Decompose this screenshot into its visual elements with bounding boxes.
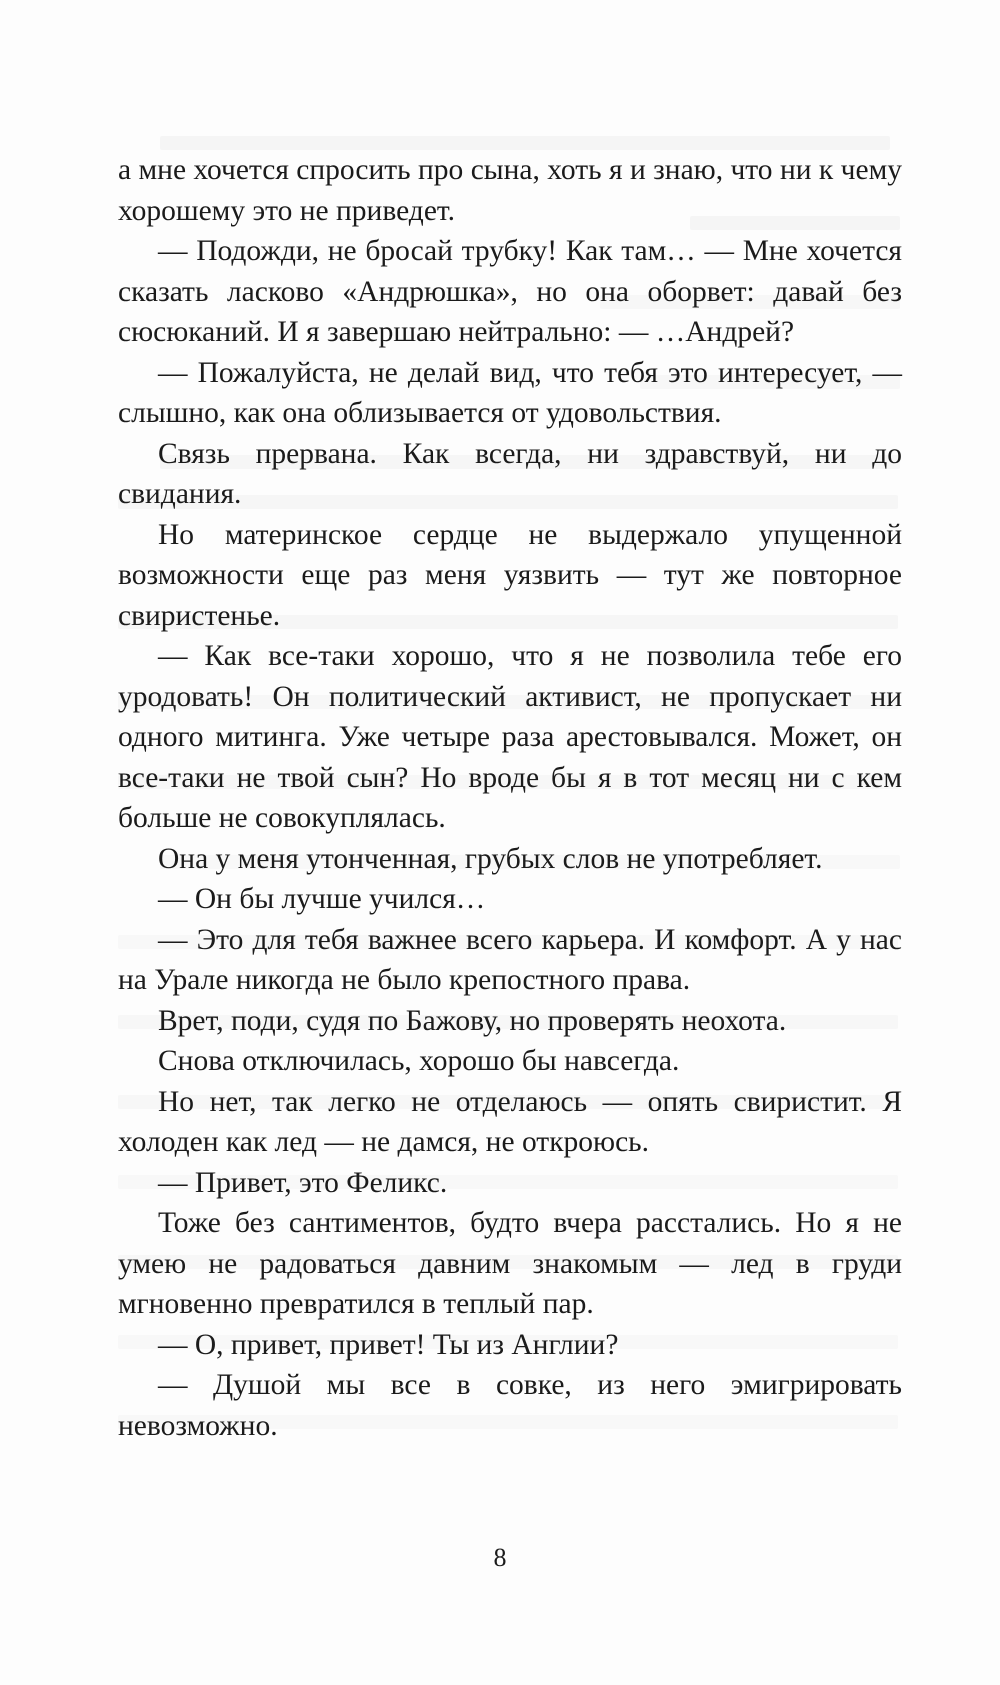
paragraph: Она у меня утонченная, грубых слов не употребляет. <box>158 842 823 875</box>
paragraph: Снова отключилась, хорошо бы навсегда. <box>158 1045 680 1077</box>
paragraph: Связь прервана. Как всегда, ни здравствуй, ни до свидания. <box>118 437 902 510</box>
paragraph: Тоже без сантиментов, будто вчера расстались. Но я не умею не радоваться давним знакомым — лед в груди мгновенно превратился в теплый пар. <box>118 1207 902 1320</box>
paragraph: — Пожалуйста, не делай вид, что тебя это интересует, — слышно, как она облизывается от удовольствия. <box>118 356 902 429</box>
paragraph: Врет, поди, судя по Бажову, но проверять неохота. <box>158 1004 787 1037</box>
paragraph: а мне хочется спросить про сына, хоть я и знаю, что ни к чему хорошему это не приведет. <box>118 154 902 227</box>
paragraph: Но нет, так легко не отделаюсь — опять свиристит. Я холоден как лед — не дамся, не откроюсь. <box>118 1085 902 1158</box>
body-text <box>118 150 902 1446</box>
paragraph: — Это для тебя важнее всего карьера. И комфорт. А у нас на Урале никогда не было крепостного права. <box>118 923 902 996</box>
paragraph: — Он бы лучше учился… <box>158 883 486 915</box>
paragraph: — Душой мы все в совке, из него эмигрировать невозможно. <box>118 1369 902 1442</box>
page-number: 8 <box>493 1543 507 1572</box>
paragraph: — Подожди, не бросай трубку! Как там… — Мне хочется сказать ласково «Андрюшка», но она оборвет: давай без сюсюканий. И я завершаю нейтрально: — …Андрей? <box>118 235 902 348</box>
paragraph: Но материнское сердце не выдержало упущенной возможности еще раз меня уязвить — тут же повторное свиристенье. <box>118 518 902 632</box>
paragraph: — Привет, это Феликс. <box>158 1166 448 1199</box>
paragraph: — О, привет, привет! Ты из Англии? <box>158 1328 619 1361</box>
paragraph: — Как все-таки хорошо, что я не позволила тебе его уродовать! Он политический активист, не пропускает ни одного митинга. Уже четыре раза арестовывался. Может, он все-таки не твой сын? Но вроде бы я в тот месяц ни с кем больше не совокуплялась. <box>118 640 902 834</box>
